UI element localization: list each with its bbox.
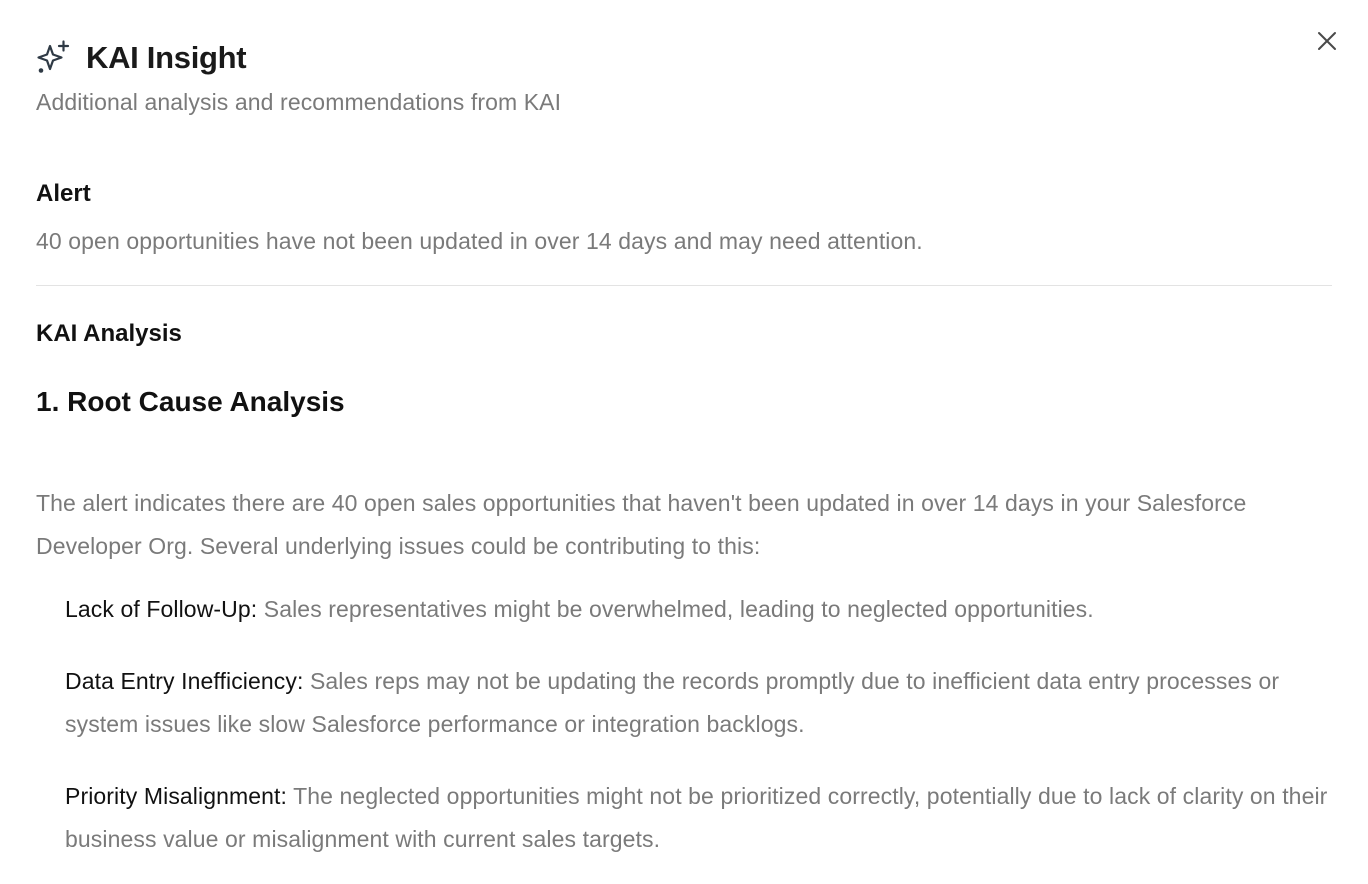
cause-title: Data Entry Inefficiency: bbox=[65, 668, 304, 694]
cause-text: Sales representatives might be overwhelmed, leading to neglected opportunities. bbox=[257, 596, 1094, 622]
section-divider bbox=[36, 285, 1332, 286]
analysis-intro: The alert indicates there are 40 open sales opportunities that haven't been updated in over 14 days in your Salesforce Developer Org. Several underlying issues could be contributing to this: bbox=[36, 490, 1247, 559]
dialog-header bbox=[36, 0, 1332, 77]
analysis-heading: 1. Root Cause Analysis bbox=[36, 386, 345, 417]
dialog-subtitle: Additional analysis and recommendations from KAI bbox=[36, 89, 562, 115]
cause-item bbox=[65, 588, 1332, 631]
cause-text: Sales reps may not be updating the records promptly due to inefficient data entry processes or system issues like slow Salesforce performance or integration backlogs. bbox=[65, 668, 1280, 737]
dialog-title: KAI Insight bbox=[86, 40, 247, 75]
cause-text: The neglected opportunities might not be prioritized correctly, potentially due to lack of clarity on their business value or misalignment with current sales targets. bbox=[65, 783, 1328, 852]
cause-item bbox=[65, 660, 1332, 746]
cause-item bbox=[65, 775, 1332, 861]
cause-title: Lack of Follow-Up: bbox=[65, 596, 258, 622]
alert-label: Alert bbox=[36, 180, 91, 207]
alert-text: 40 open opportunities have not been updated in over 14 days and may need attention. bbox=[36, 228, 923, 254]
sparkle-icon bbox=[36, 40, 72, 76]
analysis-label: KAI Analysis bbox=[36, 320, 182, 347]
cause-list bbox=[36, 588, 1332, 861]
close-icon bbox=[1316, 30, 1338, 52]
cause-title: Priority Misalignment: bbox=[65, 783, 288, 809]
close-button[interactable] bbox=[1314, 28, 1340, 54]
